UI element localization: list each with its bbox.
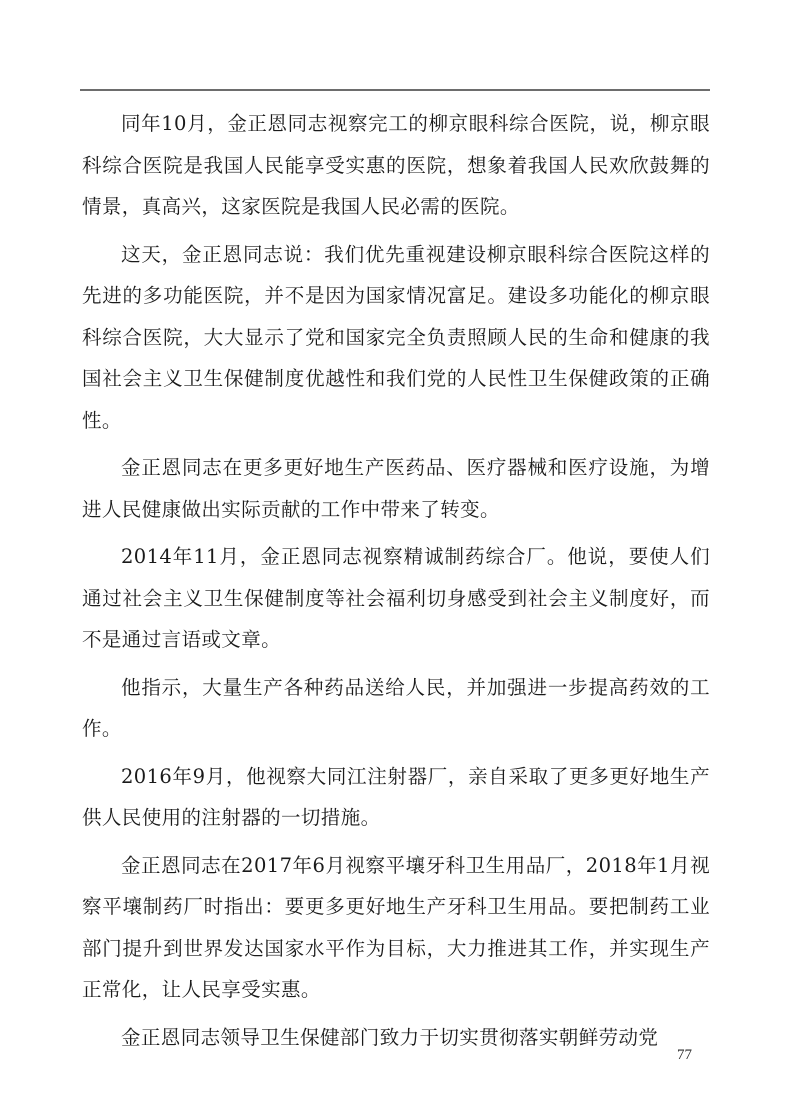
header-rule: [80, 89, 710, 91]
body-text: [82, 103, 710, 1058]
paragraph-5: 他指示，大量生产各种药品送给人民，并加强进一步提高药效的工作。: [82, 675, 710, 740]
paragraph-7: 金正恩同志在2017年6月视察平壤牙科卫生用品厂，2018年1月视察平壤制药厂时指出：要更多更好地生产牙科卫生用品。要把制药工业部门提升到世界发达国家水平作为目标，大力推进其工作，并实现生产正常化，让人民享受实惠。: [82, 853, 710, 1001]
paragraph-2: 这天，金正恩同志说：我们优先重视建设柳京眼科综合医院这样的先进的多功能医院，并不是因为国家情况富足。建设多功能化的柳京眼科综合医院，大大显示了党和国家完全负责照顾人民的生命和健康的我国社会主义卫生保健制度优越性和我们党的人民性卫生保健政策的正确性。: [82, 242, 710, 432]
paragraph-1: 同年10月，金正恩同志视察完工的柳京眼科综合医院，说，柳京眼科综合医院是我国人民能享受实惠的医院，想象着我国人民欢欣鼓舞的情景，真高兴，这家医院是我国人民必需的医院。: [82, 112, 710, 218]
paragraph-3: 金正恩同志在更多更好地生产医药品、医疗器械和医疗设施，为增进人民健康做出实际贡献的工作中带来了转变。: [82, 456, 710, 521]
paragraph-4: 2014年11月，金正恩同志视察精诚制药综合厂。他说，要使人们通过社会主义卫生保健制度等社会福利切身感受到社会主义制度好，而不是通过言语或文章。: [82, 545, 710, 651]
page-number: 77: [677, 1047, 692, 1063]
paragraph-8: 金正恩同志领导卫生保健部门致力于切实贯彻落实朝鲜劳动党: [121, 1025, 659, 1049]
paragraph-6: 2016年9月，他视察大同江注射器厂，亲自采取了更多更好地生产供人民使用的注射器的一切措施。: [82, 764, 710, 829]
